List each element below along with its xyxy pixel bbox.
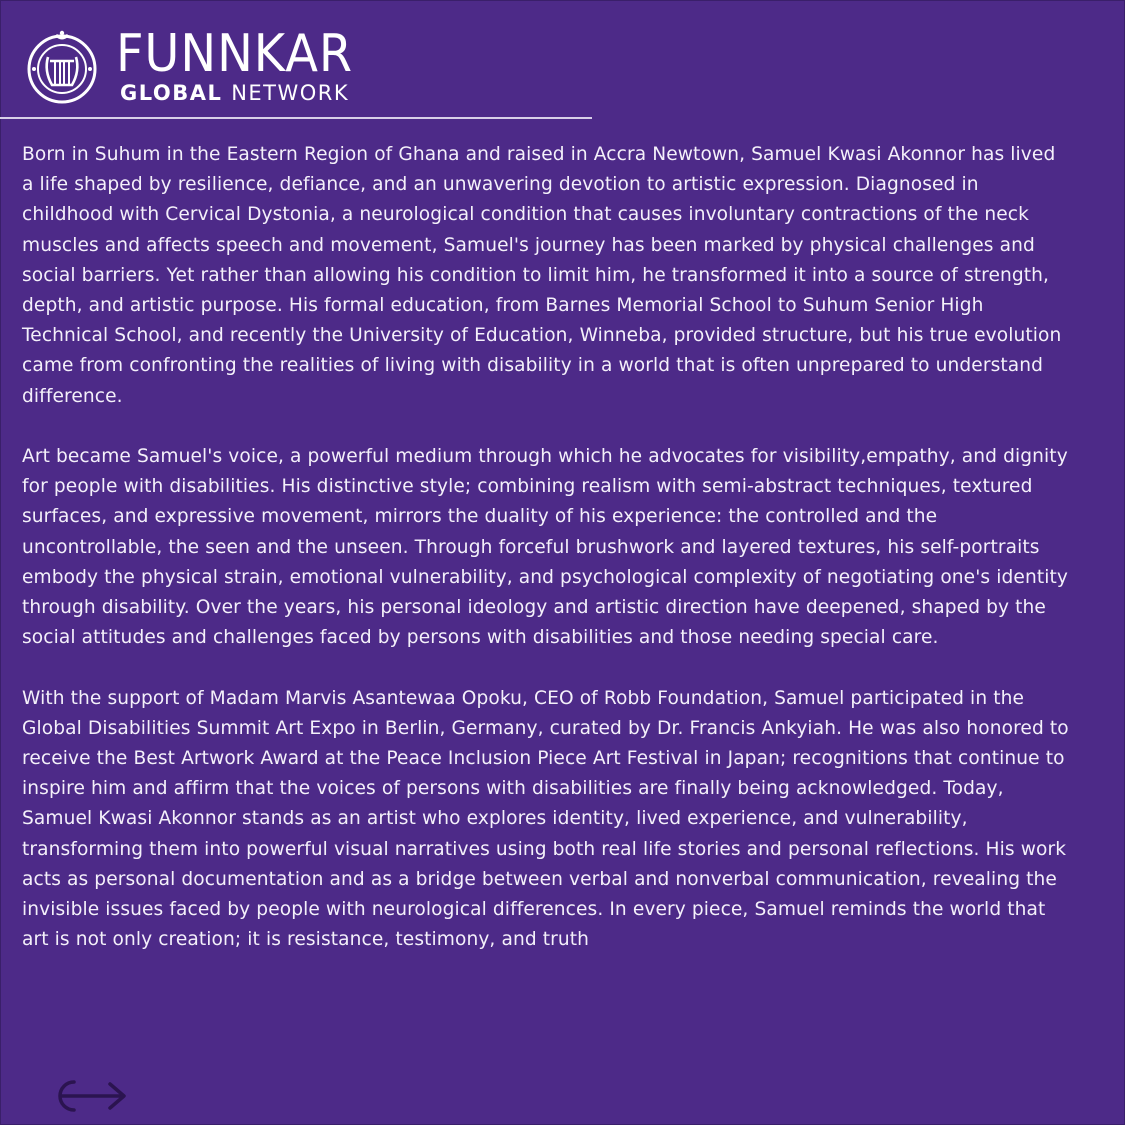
- article-body: [22, 140, 1072, 986]
- brand-title: FUNNKAR: [116, 24, 354, 84]
- paragraph-biography: Born in Suhum in the Eastern Region of Ghana and raised in Accra Newtown, Samuel Kwasi Akonnor has lived a life shaped by resilience, defiance, and an unwavering devotion to artistic expression. Diagnosed in childhood with Cervical Dystonia, a neurological condition that causes involuntary contractions of the neck muscles and affects speech and movement, Samuel's journey has been marked by physical challenges and social barriers. Yet rather than allowing his condition to limit him, he transformed it into a source of strength, depth, and artistic purpose. His formal education, from Barnes Memorial School to Suhum Senior High Technical School, and recently the University of Education, Winneba, provided structure, but his true evolution came from confronting the realities of living with disability in a world that is often unprepared to understand difference.: [22, 144, 1062, 407]
- paragraph-achievements: With the support of Madam Marvis Asantewaa Opoku, CEO of Robb Foundation, Samuel participated in the Global Disabilities Summit Art Expo in Berlin, Germany, curated by Dr. Francis Ankyiah. He was also honored to receive the Best Artwork Award at the Peace Inclusion Piece Art Festival in Japan; recognitions that continue to inspire him and affirm that the voices of persons with disabilities are finally being acknowledged. Today, Samuel Kwasi Akonnor stands as an artist who explores identity, lived experience, and vulnerability, transforming them into powerful visual narratives using both real life stories and personal reflections. His work acts as personal documentation and as a bridge between verbal and nonverbal communication, revealing the invisible issues faced by people with neurological differences. In every piece, Samuel reminds the world that art is not only creation; it is resistance, testimony, and truth: [22, 687, 1069, 951]
- brand-subtitle-light: NETWORK: [231, 81, 350, 105]
- brand-header: [22, 24, 374, 110]
- brand-subtitle-bold: GLOBAL: [120, 81, 223, 105]
- paragraph-artistic-voice: Art became Samuel's voice, a powerful medium through which he advocates for visibility,empathy, and dignity for people with disabilities. His distinctive style; combining realism with semi-abstract techniques, textured surfaces, and expressive movement, mirrors the duality of his experience: the controlled and the uncontrollable, the seen and the unseen. Through forceful brushwork and layered textures, his self-portraits embody the physical strain, emotional vulnerability, and psychological complexity of negotiating one's identity through disability. Over the years, his personal ideology and artistic direction have deepened, shaped by the social attitudes and challenges faced by persons with disabilities and those needing special care.: [22, 446, 1068, 649]
- lyre-emblem-icon: [22, 27, 102, 107]
- brand-wordmark: [116, 24, 374, 105]
- header-divider: [0, 117, 592, 119]
- brand-subtitle: [120, 81, 374, 105]
- arrow-right-icon[interactable]: [48, 1074, 130, 1118]
